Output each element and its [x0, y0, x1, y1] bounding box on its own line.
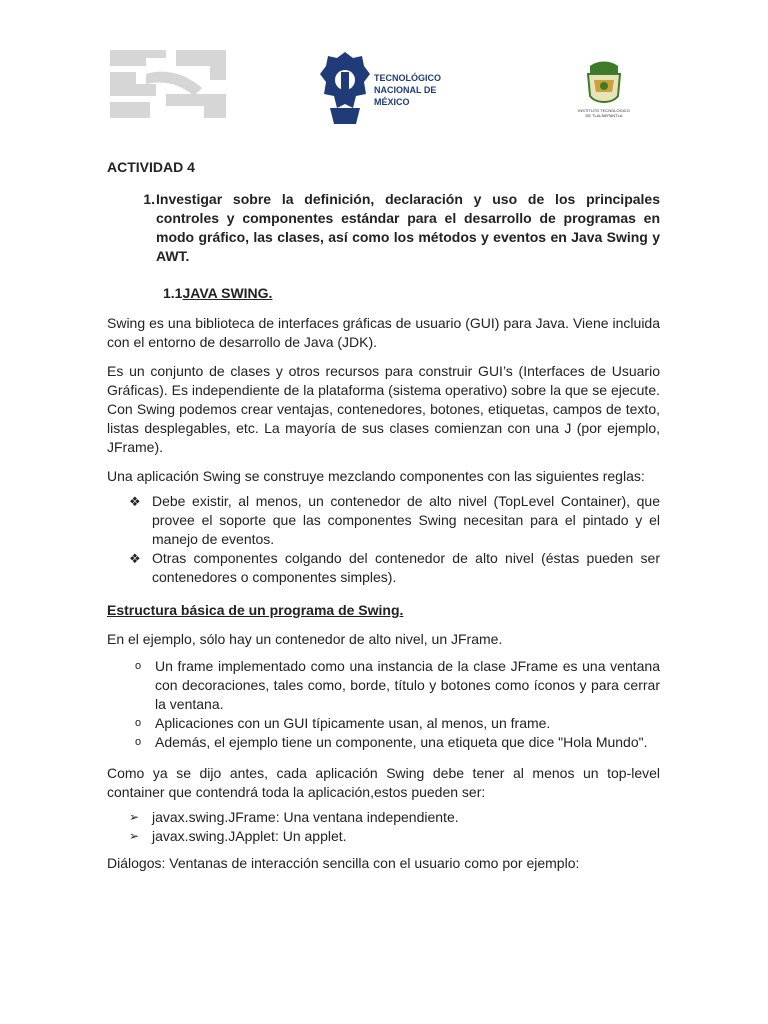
tec-logo-line1: TECNOLÓGICO [374, 73, 441, 83]
rules-list [107, 492, 660, 587]
list-item [107, 492, 660, 549]
arrow-bullet-icon: ➢ [129, 810, 140, 824]
document-header [0, 0, 768, 140]
containers-list [107, 808, 660, 846]
section-heading [163, 284, 660, 303]
section-number: 1.1 [163, 285, 183, 301]
paragraph-example: En el ejemplo, sólo hay un contenedor de alto nivel, un JFrame. [107, 631, 503, 647]
tlalnepantla-shield-logo [578, 60, 630, 122]
section-title: JAVA SWING. [182, 285, 273, 301]
question-text: Investigar sobre la definición, declaración y uso de los principales controles y componentes estándar para el desarrollo de programas en modo gráfico, las clases, así como los métodos y eventos en Java Swing y AWT. [156, 191, 660, 264]
paragraph-description: Es un conjunto de clases y otros recursos para construir GUI’s (Interfaces de Usuario Gráficas). Es independiente de la plataforma (sistema operativo) sobre la que se ejecute. Con Swing podemos crear ventajas, contenedores, botones, etiquetas, campos de texto, listas desplegables, etc. La mayoría de sus clases comienzan con una J (por ejemplo, JFrame). [107, 363, 660, 455]
list-item [107, 549, 660, 587]
question-item [107, 190, 660, 266]
example-text: Un frame implementado como una instancia de la clase JFrame es una ventana con decoraciones, tales como, borde, título y botones como íconos y para cerrar la ventana. [155, 658, 660, 712]
rule-text: Otras componentes colgando del contenedor de alto nivel (éstas pueden ser contenedores o componentes simples). [152, 550, 660, 585]
paragraph-rules-intro: Una aplicación Swing se construye mezclando componentes con las siguientes reglas: [107, 468, 645, 484]
circle-bullet-icon: o [135, 660, 142, 672]
document-body [107, 158, 660, 883]
circle-bullet-icon: o [135, 717, 142, 729]
list-item [107, 657, 660, 714]
question-number: 1. [143, 191, 155, 207]
tec-logo-line2: NACIONAL DE MÉXICO [374, 85, 437, 107]
diamond-bullet-icon: ❖ [129, 494, 141, 509]
arrow-bullet-icon: ➢ [129, 829, 140, 843]
paragraph-containers: Como ya se dijo antes, cada aplicación Swing debe tener al menos un top-level container que contendrá toda la aplicación,estos pueden ser: [107, 765, 660, 800]
rule-text: Debe existir, al menos, un contenedor de alto nivel (TopLevel Container), que provee el soporte que las componentes Swing necesitan para el pintado y el manejo de eventos. [152, 493, 660, 547]
list-item [107, 714, 660, 733]
tec-logo-text [374, 72, 452, 108]
list-item [107, 808, 660, 827]
example-text: Además, el ejemplo tiene un componente, una etiqueta que dice "Hola Mundo". [155, 734, 648, 750]
aztec-emblem-logo [106, 44, 230, 124]
paragraph-intro: Swing es una biblioteca de interfaces gráficas de usuario (GUI) para Java. Viene incluida con el entorno de desarrollo de Java (JDK). [107, 315, 660, 350]
list-item [107, 827, 660, 846]
list-item [107, 733, 660, 752]
tla-logo-caption: INSTITUTO TECNOLÓGICO DE TLALNEPANTLA [578, 108, 630, 118]
example-text: Aplicaciones con un GUI típicamente usan, al menos, un frame. [155, 715, 551, 731]
activity-title: ACTIVIDAD 4 [107, 159, 195, 175]
example-list [107, 657, 660, 752]
container-text: javax.swing.JFrame: Una ventana independiente. [152, 809, 459, 825]
tecnologico-gear-logo [320, 50, 452, 126]
structure-heading: Estructura básica de un programa de Swing. [107, 602, 404, 618]
circle-bullet-icon: o [135, 736, 142, 748]
container-text: javax.swing.JApplet: Un applet. [152, 828, 347, 844]
paragraph-dialogs: Diálogos: Ventanas de interacción sencilla con el usuario como por ejemplo: [107, 855, 580, 871]
diamond-bullet-icon: ❖ [129, 551, 141, 566]
